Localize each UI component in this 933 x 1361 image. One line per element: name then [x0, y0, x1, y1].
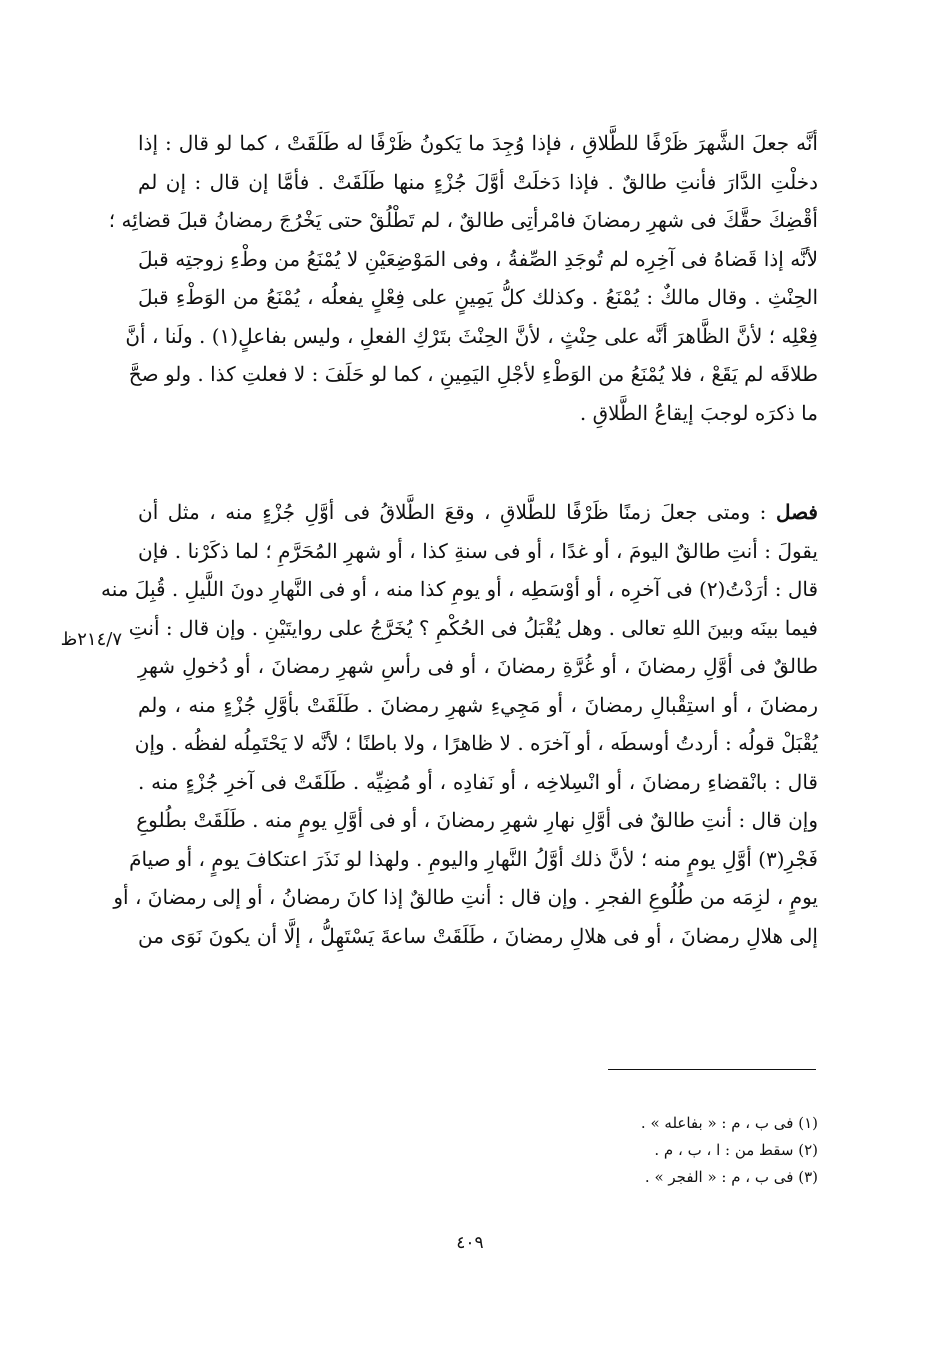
paragraph-2 — [101, 493, 818, 955]
text-line: لأنَّه إذا قَضاهُ فى آخِرِه لم تُوجَدِ الصِّفةُ ، وفى المَوْضِعَيْنِ لا يُمْنَعُ من وطْءِ زوجتِه قبلَ — [138, 246, 818, 271]
footnotes — [500, 1110, 818, 1191]
text-line: رمضانَ ، أو استِقْبالِ رمضانَ ، أو مَجِيءِ شهرِ رمضانَ . طَلَقَتْ بأوَّلِ جُزْءٍ منه ، ولم — [138, 692, 818, 717]
text-line: قال : بانْقضاءِ رمضانَ ، أو انْسِلاخِه ، أو نَفادِه ، أو مُضِيِّه . طَلَقَتْ فى آخرِ جُزْءٍ منه . — [138, 769, 818, 794]
margin-manuscript-reference: ٢١٤/٧ظ — [60, 629, 122, 650]
text-line: طلاقَه لم يَقَعْ ، فلا يُمْنَعُ من الوَطْءِ لأجْلِ اليَمِينِ ، كما لو حَلَفَ : لا فعلتِ كذا . ولو صحَّ — [128, 362, 818, 386]
paragraph-1 — [108, 124, 819, 432]
text-line: قال : أرَدْتُ(٢) فى آخرِه ، أو أوْسَطِه ، أو يومِ كذا منه ، أو فى النَّهارِ دونَ اللَّيلِ . قُبِلَ منه — [101, 577, 818, 601]
text-line-rest: : ومتى جعلَ زمنًا ظَرْفًا للطَّلاقِ ، وقعَ الطَّلاقُ فى أوَّلِ جُزْءٍ منه ، مثل أن — [138, 500, 776, 524]
text-line: فيما بينَه وبينَ اللهِ تعالى . وهل يُقْبَلُ فى الحُكْمِ ؟ يُخَرَّجُ على روايتَيْنِ . وإن قال : أنتِ — [128, 615, 818, 640]
text-line: إلى هلالِ رمضانَ ، أو فى هلالِ رمضانَ ، طَلَقَتْ ساعةَ يَسْتَهِلُّ ، إلَّا أن يكونَ نَوَى من — [138, 923, 818, 948]
text-line: الحِنْثِ . وقال مالكٌ : يُمْنَعُ . وكذلك كلُّ يَمِينٍ على فِعْلٍ يفعلُه ، يُمْنَعُ من الوَطْءِ قبلَ — [138, 285, 819, 309]
text-line: يُقْبَلْ قولُه : أردتُ أوسطَه ، أو آخرَه . لا ظاهرًا ، ولا باطنًا ؛ لأنَّه لا يَحْتَمِلُه لفظُه . وإن — [134, 731, 818, 755]
footnote-divider — [608, 1069, 816, 1070]
footnote-2: (٢) سقط من : ا ، ب ، م . — [654, 1141, 818, 1159]
text-line: فَجْرِ(٣) أوَّلِ يومٍ منه ؛ لأنَّ ذلك أوَّلُ النَّهارِ واليومِ . ولهذا لو نَذَرَ اعتكافَ يومٍ ، أو صيامَ — [129, 846, 818, 871]
text-line: يقولَ : أنتِ طالقٌ اليومَ ، أو غدًا ، أو فى سنةِ كذا ، أو شهرِ المُحَرَّمِ ؛ لما ذكَرْنا . فإن — [138, 538, 818, 563]
footnote-3: (٣) فى ب ، م : « الفجر » . — [644, 1168, 818, 1186]
text-line: أقْضِكَ حقَّكَ فى شهرِ رمضانَ فامْرأتِى طالقٌ ، لم تَطْلُقْ حتى يَخْرُجَ رمضانُ قبلَ قضائِه ؛ — [108, 208, 818, 232]
text-line: وإن قال : أنتِ طالقٌ فى أوَّلِ نهارِ شهرِ رمضانَ ، أو فى أوَّلِ يومٍ منه . طَلَقَتْ بطُلوعِ — [136, 808, 818, 832]
text-line: دخلْتِ الدَّارَ فأنتِ طالقٌ . فإذا دَخلَتْ أوَّلَ جُزْءٍ منها طَلَقَتْ . فأمَّا إن قال : إن لم — [138, 169, 818, 194]
text-line: أنَّه جعلَ الشَّهرَ ظَرْفًا للطَّلاقِ ، فإذا وُجِدَ ما يَكونُ ظَرْفًا له طَلَقَتْ ، كما لو قال : إذا — [138, 131, 818, 155]
footnote-1: (١) فى ب ، م : « بفاعله » . — [640, 1114, 818, 1132]
page-number: ٤٠٩ — [456, 1233, 484, 1253]
section-heading-fasl: فصل — [775, 500, 818, 524]
text-line: يومٍ ، لزِمَه من طُلُوعِ الفجرِ . وإن قال : أنتِ طالقٌ إذا كانَ رمضانُ ، أو إلى رمضانَ ، أو — [113, 885, 818, 909]
text-line: طالقٌ فى أوَّلِ رمضانَ ، أو غُرَّةِ رمضانَ ، أو فى رأسِ شهرِ رمضانَ ، أو دُخولِ شهرِ — [138, 654, 818, 678]
text-line: ما ذكرَه لوجبَ إيقاعُ الطَّلاقِ . — [579, 400, 818, 425]
text-line: فِعْلِه ؛ لأنَّ الظَّاهرَ أنَّه على حِنْثٍ ، لأنَّ الحِنْثَ بتَرْكِ الفعلِ ، وليس بفاعلٍ(١) . ولَنا ، أنَّ — [125, 323, 818, 348]
text-line-first — [138, 493, 818, 532]
